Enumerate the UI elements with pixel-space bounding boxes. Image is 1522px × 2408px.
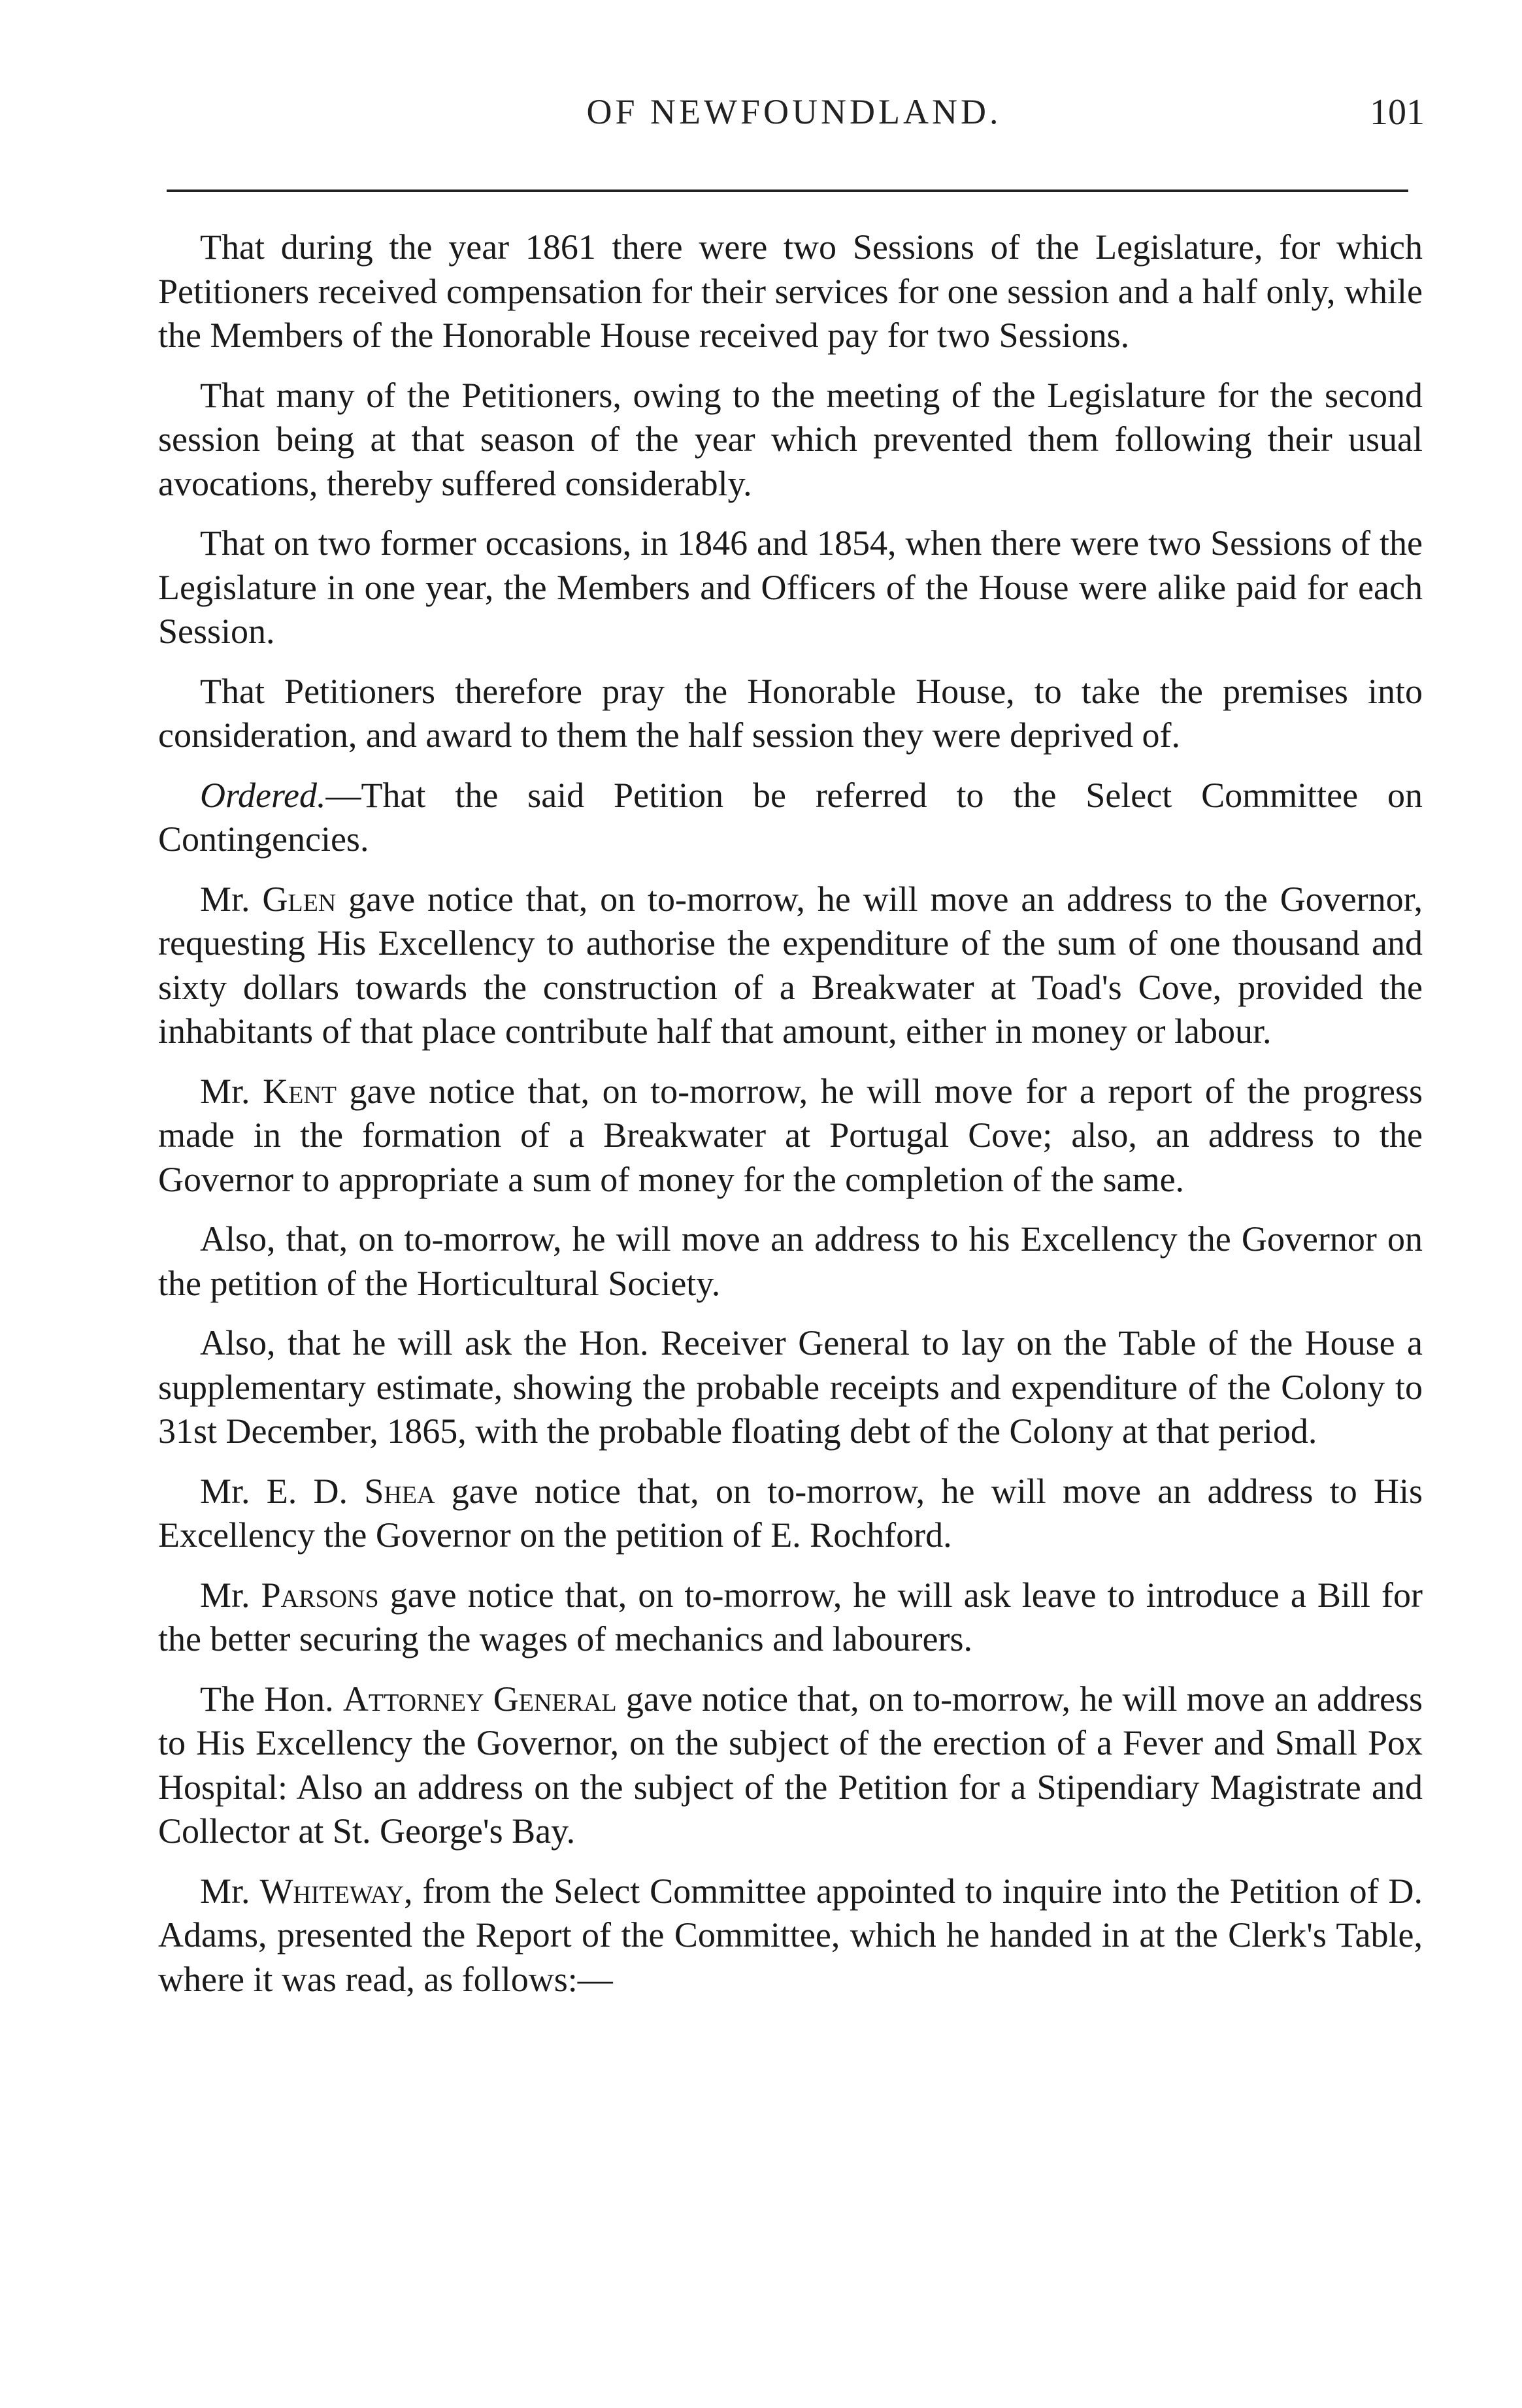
page-number: 101 <box>1370 92 1425 133</box>
page-header <box>163 91 1425 144</box>
paragraph-whiteway-report <box>158 1870 1423 2002</box>
member-name: Attorney General <box>342 1679 617 1719</box>
paragraph-ordered <box>158 774 1423 862</box>
paragraph-text: That on two former occasions, in 1846 and 1854, when there were two Sessions of the Legislature in one year, the Members and Officers of the House were alike paid for each Session. <box>158 523 1423 651</box>
member-prefix: Mr. E. D. <box>200 1471 365 1511</box>
paragraph-glen-notice <box>158 878 1423 1054</box>
running-head: OF NEWFOUNDLAND. <box>586 92 1002 131</box>
paragraph-kent-notice <box>158 1070 1423 1202</box>
paragraph-prayer <box>158 670 1423 758</box>
paragraph-text: That many of the Petitioners, owing to the meeting of the Legislature for the second session being at that season of the year which prevented them following their usual avocations, thereby suffered considerably. <box>158 375 1423 503</box>
paragraph-suffered <box>158 374 1423 506</box>
page-body <box>158 225 1423 2017</box>
member-name: Glen <box>262 879 337 919</box>
paragraph-text: gave notice that, on to-morrow, he will move an address to the Governor, requesting His Excellency to authorise the expenditure of the sum of one thousand and sixty dollars towards the construction of a Breakwater at Toad's Cove, provided the inhabitants of that place contribute half that amount, either in money or labour. <box>158 879 1423 1051</box>
member-prefix: Mr. <box>200 1071 263 1111</box>
paragraph-text: gave notice that, on to-morrow, he will move an address to His Excellency the Governor, on the subject of the erection of a Fever and Small Pox Hospital: Also an address on the subject of the Petition for a Stipendiary Magistrate and Collector at St. George's Bay. <box>158 1679 1423 1851</box>
paragraph-text: gave notice that, on to-morrow, he will move for a report of the progress made in the formation of a Breakwater at Portugal Cove; also, an address to the Governor to appropriate a sum of money for the completion of the same. <box>158 1071 1423 1199</box>
paragraph-parsons-notice <box>158 1574 1423 1662</box>
paragraph-attorney-notice <box>158 1677 1423 1854</box>
paragraph-text: That during the year 1861 there were two Sessions of the Legislature, for which Petitioners received compensation for their services for one session and a half only, while the Members of the Honorable House received pay for two Sessions. <box>158 227 1423 355</box>
paragraph-text: Also, that he will ask the Hon. Receiver General to lay on the Table of the House a supplementary estimate, showing the probable receipts and expenditure of the Colony to 31st December, 1865, with the probable floating debt of the Colony at that period. <box>158 1323 1423 1451</box>
paragraph-shea-notice <box>158 1470 1423 1558</box>
member-name: Kent <box>263 1071 337 1111</box>
paragraph-compensation <box>158 225 1423 358</box>
member-prefix: Mr. <box>200 1871 260 1911</box>
paragraph-horticultural <box>158 1217 1423 1306</box>
paragraph-text: , from the Select Committee appointed to inquire into the Petition of D. Adams, presented the Report of the Committee, which he handed in at the Clerk's Table, where it was read, as follows:— <box>158 1871 1423 1999</box>
header-rule <box>167 190 1408 192</box>
member-prefix: The Hon. <box>200 1679 343 1719</box>
paragraph-text: Also, that, on to-morrow, he will move an address to his Excellency the Governor on the petition of the Horticultural Society. <box>158 1219 1423 1303</box>
member-name: Parsons <box>261 1575 379 1615</box>
paragraph-text: gave notice that, on to-morrow, he will ask leave to introduce a Bill for the better securing the wages of mechanics and labourers. <box>158 1575 1423 1658</box>
paragraph-text: gave notice that, on to-morrow, he will move an address to His Excellency the Governor on the petition of E. Rochford. <box>158 1471 1423 1555</box>
paragraph-precedent <box>158 521 1423 654</box>
member-name: Whiteway <box>259 1871 405 1911</box>
member-prefix: Mr. <box>200 879 263 919</box>
member-name: Shea <box>364 1471 435 1511</box>
member-prefix: Mr. <box>200 1575 261 1615</box>
paragraph-estimate <box>158 1321 1423 1454</box>
paragraph-text: That Petitioners therefore pray the Honorable House, to take the premises into consideration, and award to them the half session they were deprived of. <box>158 671 1423 755</box>
ordered-label: Ordered. <box>200 775 326 815</box>
paragraph-text: —That the said Petition be referred to the Select Committee on Contingencies. <box>158 775 1423 859</box>
